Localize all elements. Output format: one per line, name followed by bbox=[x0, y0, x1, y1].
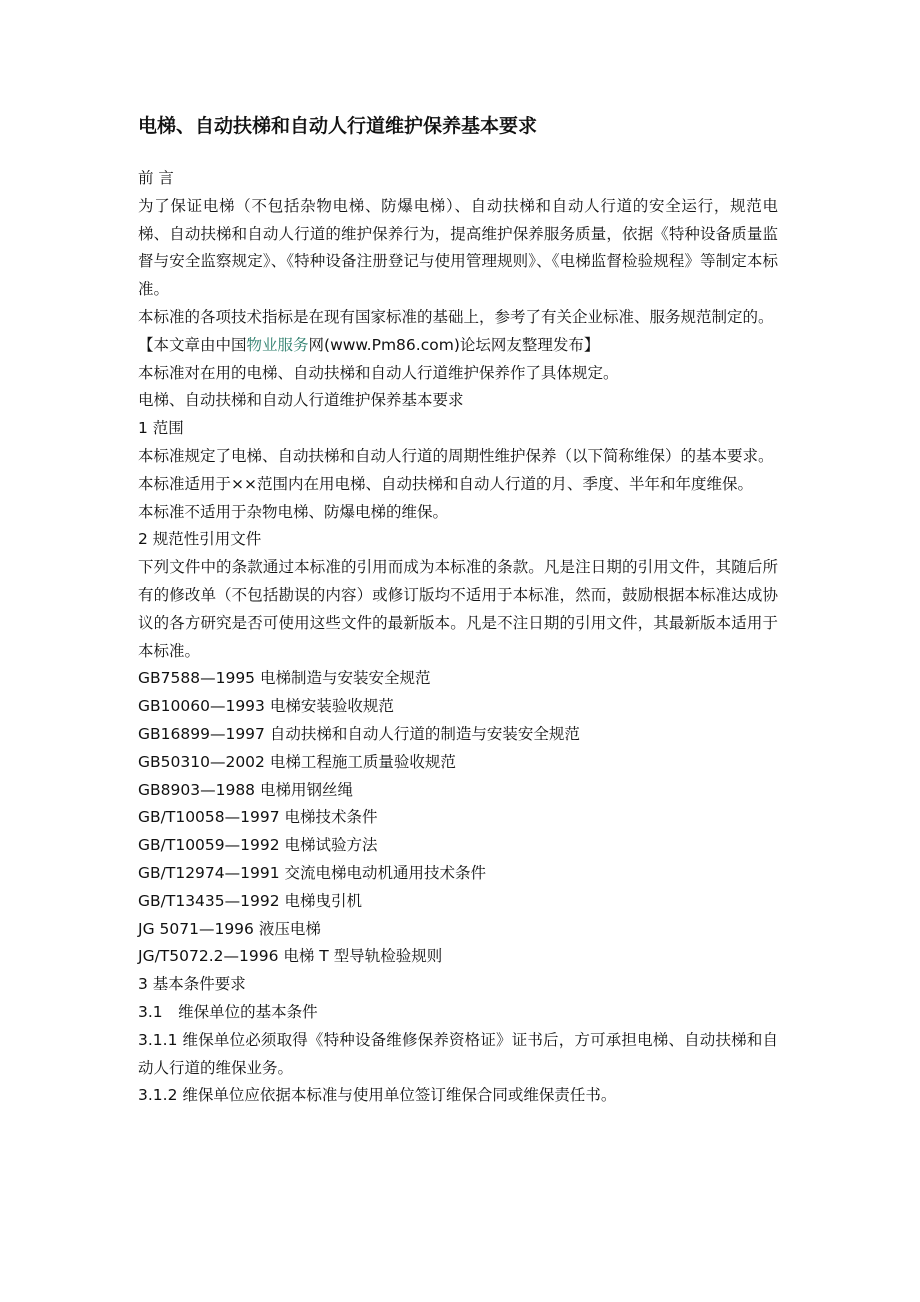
reference-item: GB7588—1995 电梯制造与安装安全规范 bbox=[138, 669, 431, 688]
section-3-1-2: 3.1.2 维保单位应依据本标准与使用单位签订维保合同或维保责任书。 bbox=[138, 1086, 617, 1105]
reference-item: GB8903—1988 电梯用钢丝绳 bbox=[138, 780, 353, 799]
section-1-heading: 1 范围 bbox=[138, 419, 184, 438]
reference-item: GB/T13435—1992 电梯曳引机 bbox=[138, 891, 363, 910]
reference-item: GB/T10059—1992 电梯试验方法 bbox=[138, 836, 378, 855]
source-note-link[interactable]: 物业服务 bbox=[246, 335, 309, 354]
reference-item: JG 5071—1996 液压电梯 bbox=[138, 919, 321, 938]
document-title: 电梯、自动扶梯和自动人行道维护保养基本要求 bbox=[138, 115, 538, 137]
reference-item: GB/T10058—1997 电梯技术条件 bbox=[138, 808, 378, 827]
preface-paragraph-2: 本标准的各项技术指标是在现有国家标准的基础上，参考了有关企业标准、服务规范制定的。 bbox=[138, 307, 774, 326]
source-note-prefix: 【本文章由中国 bbox=[138, 335, 247, 354]
section-1-paragraph-3: 本标准不适用于杂物电梯、防爆电梯的维保。 bbox=[138, 502, 449, 521]
document-subtitle: 电梯、自动扶梯和自动人行道维护保养基本要求 bbox=[138, 391, 464, 410]
source-note-suffix: 网(www.Pm86.com)论坛网友整理发布】 bbox=[308, 335, 600, 354]
reference-list bbox=[138, 665, 778, 971]
source-note bbox=[138, 332, 778, 360]
reference-item: JG/T5072.2—1996 电梯 T 型导轨检验规则 bbox=[138, 947, 443, 966]
section-3-1-heading: 3.1 维保单位的基本条件 bbox=[138, 1002, 318, 1021]
document-page bbox=[138, 112, 778, 1110]
section-1-paragraph-1: 本标准规定了电梯、自动扶梯和自动人行道的周期性维护保养（以下简称维保）的基本要求。 bbox=[138, 446, 774, 465]
section-2-heading: 2 规范性引用文件 bbox=[138, 530, 262, 549]
section-2-paragraph-1: 下列文件中的条款通过本标准的引用而成为本标准的条款。凡是注日期的引用文件，其随后所有的修改单（不包括勘误的内容）或修订版均不适用于本标准，然而，鼓励根据本标准达成协议的各方研究是否可使用这些文件的最新版本。凡是不注日期的引用文件，其最新版本适用于本标准。 bbox=[138, 558, 778, 660]
reference-item: GB10060—1993 电梯安装验收规范 bbox=[138, 697, 394, 716]
section-3-1-1: 3.1.1 维保单位必须取得《特种设备维修保养资格证》证书后，方可承担电梯、自动扶梯和自动人行道的维保业务。 bbox=[138, 1030, 778, 1077]
reference-item: GB16899—1997 自动扶梯和自动人行道的制造与安装安全规范 bbox=[138, 724, 580, 743]
reference-item: GB/T12974—1991 交流电梯电动机通用技术条件 bbox=[138, 863, 487, 882]
section-1-paragraph-2: 本标准适用于××范围内在用电梯、自动扶梯和自动人行道的月、季度、半年和年度维保。 bbox=[138, 474, 753, 493]
preface-heading: 前 言 bbox=[138, 169, 174, 187]
scope-note: 本标准对在用的电梯、自动扶梯和自动人行道维护保养作了具体规定。 bbox=[138, 363, 619, 382]
preface-paragraph-1: 为了保证电梯（不包括杂物电梯、防爆电梯）、自动扶梯和自动人行道的安全运行，规范电梯、自动扶梯和自动人行道的维护保养行为，提高维护保养服务质量，依据《特种设备质量监督与安全监察规定》、《特种设备注册登记与使用管理规则》、《电梯监督检验规程》等制定本标准。 bbox=[138, 196, 778, 299]
reference-item: GB50310—2002 电梯工程施工质量验收规范 bbox=[138, 752, 456, 771]
section-3-heading: 3 基本条件要求 bbox=[138, 975, 246, 994]
